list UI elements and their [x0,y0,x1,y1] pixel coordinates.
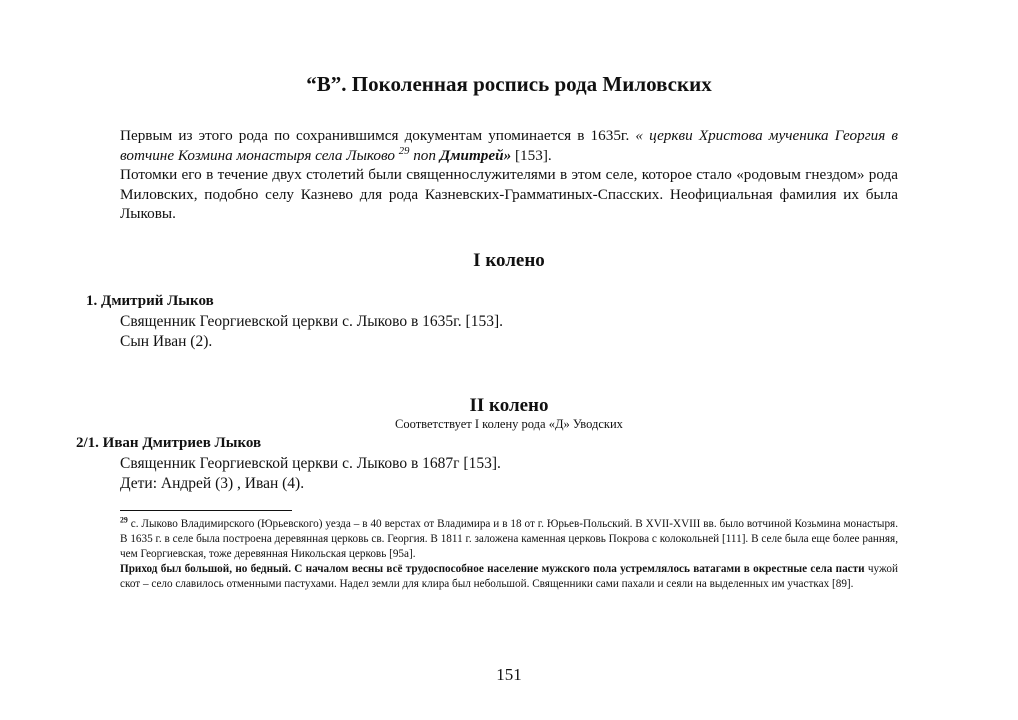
intro-p1-ref: [153]. [511,146,552,164]
person-1-name: 1. Дмитрий Лыков [86,293,214,309]
generation-2-heading: II колено [469,395,549,416]
page-title: “В”. Поколенная роспись рода Миловских [306,72,712,96]
footnote-p2-text: чужой скот – село славилось отменными пастухами. Надел земли для клира был небольшой. Священники сами пахали и сеяли на выделенных им участках [89]. [120,563,898,590]
intro-p1-text: Первым из этого рода по сохранившимся документам упоминается в 1635г. [120,127,636,144]
person-1-line-2: Сын Иван (2). [120,333,213,350]
footnote-p2-bold: Приход был большой, но бедный. С началом весны всё трудоспособное население мужского пола устремлялось ватагами в окрестные села пасти [120,563,865,575]
intro-text [120,126,898,224]
intro-p1-name: Дмитрей» [439,146,512,164]
intro-p1-quote: « церкви Христова мученика Георгия в вотчине Козмина монастыря села Лыково [120,127,898,164]
intro-p1-pop: поп [409,146,440,164]
footnote-29 [120,517,898,592]
intro-paragraph-2: Потомки его в течение двух столетий были священнослужителями в этом селе, которое стало «родовым гнездом» рода Миловских, подобно селу Казнево для рода Казневских-Грамматиных-Спасских. Неофициальная фамилия их была Лыковы. [120,166,898,222]
page-number: 151 [496,665,522,684]
generation-2-subheading: Соответствует I колену рода «Д» Уводских [395,417,623,431]
footnote-paragraph-1 [120,517,898,562]
generation-1-heading: I колено [473,250,545,271]
person-2-line-2: Дети: Андрей (3) , Иван (4). [120,475,305,492]
person-1-line-1: Священник Георгиевской церкви с. Лыково в 1635г. [153]. [120,313,503,330]
footnote-paragraph-2 [120,562,898,592]
footnote-ref-29[interactable]: 29 [398,145,410,157]
footnote-separator [120,510,292,511]
footnote-mark: 29 [120,515,128,525]
footnote-p1-text: с. Лыково Владимирского (Юрьевского) уезда – в 40 верстах от Владимира и в 18 от г. Юрьев-Польский. В XVII-XVIII вв. было вотчиной Козьмина монастыря. В 1635 г. в селе была построена деревянная церковь св. Георгия. В 1811 г. заложена каменная церковь Покрова с колокольней [111]. В селе была еще более ранняя, чем Георгиевская, тоже деревянная Никольская церковь [95а]. [120,518,898,560]
person-2-name: 2/1. Иван Дмитриев Лыков [76,435,262,451]
intro-paragraph-1 [120,126,898,165]
person-2-line-1: Священник Георгиевской церкви с. Лыково в 1687г [153]. [120,455,501,472]
